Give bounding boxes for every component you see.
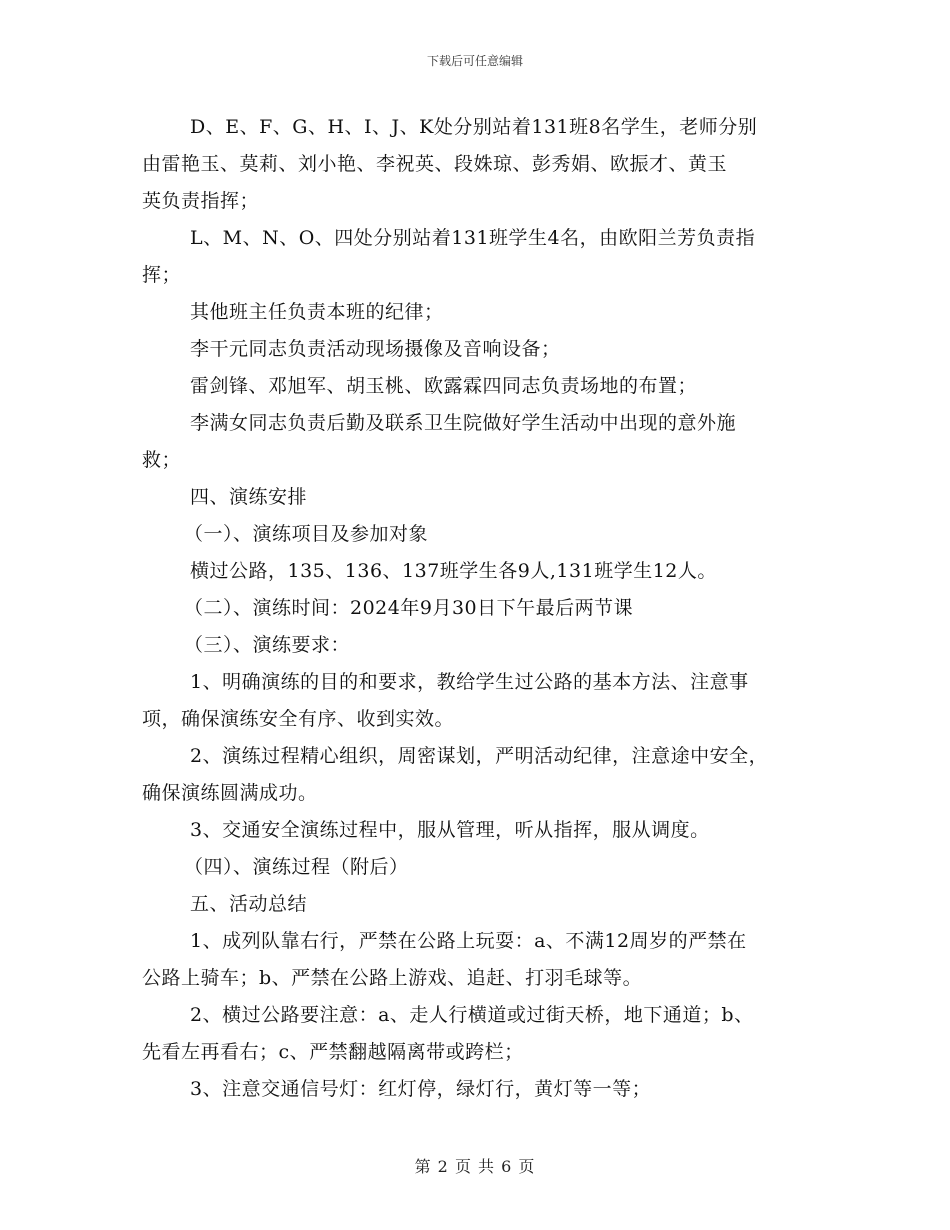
paragraph-line: 2、演练过程精心组织，周密谋划，严明活动纪律，注意途中安全， <box>190 745 769 767</box>
paragraph-line: 其他班主任负责本班的纪律； <box>190 301 444 323</box>
paragraph-line: 3、交通安全演练过程中，服从管理，听从指挥，服从调度。 <box>190 819 710 841</box>
page-header: 下载后可任意编辑 <box>426 54 523 68</box>
paragraph-line: 李干元同志负责活动现场摄像及音响设备； <box>190 338 561 360</box>
subsection-heading: （二）、演练时间：2024年9月30日下午最后两节课 <box>184 597 634 619</box>
paragraph-line: 1、成列队靠右行，严禁在公路上玩耍：a、不满12周岁的严禁在 <box>190 930 747 952</box>
page-number: 第 2 页 共 6 页 <box>414 1157 536 1176</box>
subsection-heading: （一）、演练项目及参加对象 <box>184 523 429 545</box>
subsection-heading: （四）、演练过程（附后） <box>184 856 409 878</box>
paragraph-line: 挥； <box>142 264 182 286</box>
paragraph-line: 横过公路，135、136、137班学生各9人,131班学生12人。 <box>190 560 717 582</box>
paragraph-line: 3、注意交通信号灯：红灯停，绿灯行，黄灯等一等； <box>190 1078 652 1100</box>
paragraph-line: L、M、N、O、四处分别站着131班学生4名，由欧阳兰芳负责指 <box>190 227 756 249</box>
section-heading: 五、活动总结 <box>190 893 308 915</box>
paragraph-line: 先看左再看右；c、严禁翻越隔离带或跨栏； <box>142 1041 524 1063</box>
paragraph-line: 确保演练圆满成功。 <box>142 782 318 804</box>
paragraph-line: 英负责指挥； <box>142 190 260 212</box>
paragraph-line: 2、横过公路要注意：a、走人行横道或过街天桥，地下通道；b、 <box>190 1004 754 1026</box>
paragraph-line: D、E、F、G、H、I、J、K处分别站着131班8名学生，老师分别 <box>190 116 758 138</box>
paragraph-line: 1、明确演练的目的和要求，教给学生过公路的基本方法、注意事 <box>190 671 749 693</box>
paragraph-line: 李满女同志负责后勤及联系卫生院做好学生活动中出现的意外施 <box>190 412 737 434</box>
paragraph-line: 公路上骑车；b、严禁在公路上游戏、追赶、打羽毛球等。 <box>142 967 643 989</box>
paragraph-line: 雷剑锋、邓旭军、胡玉桃、欧露霖四同志负责场地的布置； <box>190 375 698 397</box>
paragraph-line: 项，确保演练安全有序、收到实效。 <box>142 708 455 730</box>
document-body <box>142 109 814 1108</box>
paragraph-line: 救； <box>142 449 182 471</box>
section-heading: 四、演练安排 <box>190 486 308 508</box>
subsection-heading: （三）、演练要求： <box>184 634 351 656</box>
paragraph-line: 由雷艳玉、莫莉、刘小艳、李祝英、段姝琼、彭秀娟、欧振才、黄玉 <box>142 153 728 175</box>
